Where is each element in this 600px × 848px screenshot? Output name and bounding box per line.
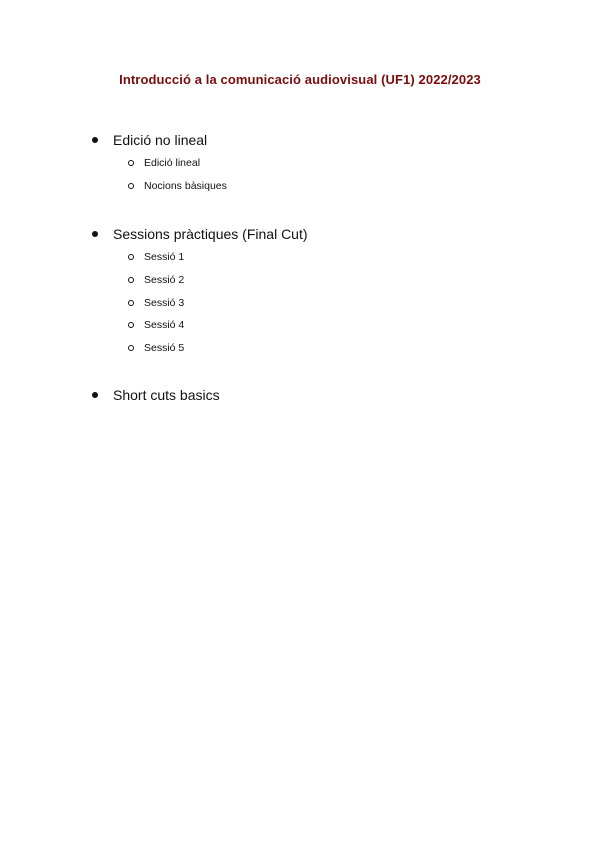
hollow-bullet-icon — [128, 345, 134, 351]
sub-item — [128, 179, 227, 193]
sub-item — [128, 273, 184, 287]
hollow-bullet-icon — [128, 277, 134, 283]
sub-item — [128, 318, 184, 332]
sub-item-label: Sessió 3 — [144, 297, 185, 309]
sub-item-label: Nocions bàsiques — [144, 180, 227, 192]
outline-item-short-cuts-basics — [88, 386, 568, 404]
filled-bullet-icon — [92, 137, 98, 143]
hollow-bullet-icon — [128, 160, 134, 166]
sub-item-label: Edició lineal — [144, 157, 201, 169]
hollow-bullet-icon — [128, 183, 134, 189]
sub-item-label: Sessió 5 — [144, 342, 185, 354]
outline-item-label: Sessions pràctiques (Final Cut) — [113, 226, 308, 242]
document-title: Introducció a la comunicació audiovisual (UF1) 2022/2023 — [119, 72, 481, 87]
hollow-bullet-icon — [128, 322, 134, 328]
sub-item-label: Sessió 4 — [144, 319, 185, 331]
outline-item-edicio-no-lineal — [88, 131, 568, 192]
hollow-bullet-icon — [128, 254, 134, 260]
sub-item — [128, 156, 200, 170]
hollow-bullet-icon — [128, 300, 134, 306]
outline-item-label: Edició no lineal — [113, 132, 208, 148]
sub-item-label: Sessió 1 — [144, 251, 185, 263]
filled-bullet-icon — [92, 392, 98, 398]
outline-item-label: Short cuts basics — [113, 387, 220, 403]
sub-item — [128, 341, 184, 355]
outline-item-sessions-practiques — [88, 225, 568, 354]
sub-item — [128, 250, 184, 264]
sub-item-label: Sessió 2 — [144, 274, 185, 286]
sub-item — [128, 296, 184, 310]
filled-bullet-icon — [92, 231, 98, 237]
